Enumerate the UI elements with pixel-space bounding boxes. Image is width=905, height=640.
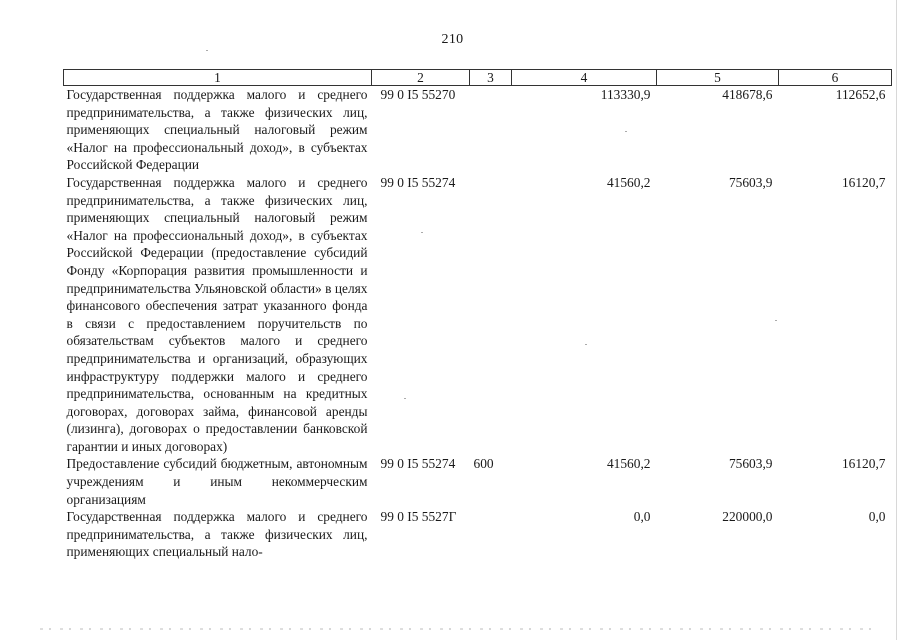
row-value-col6: 16120,7 <box>841 456 886 472</box>
row-value-col4: 113330,9 <box>600 87 651 102</box>
row-expense-type <box>470 508 512 561</box>
row-code: 99 0 I5 55274 <box>380 174 456 190</box>
row-value-col5: 75603,9 <box>728 174 773 190</box>
row-value-col4: 41560,2 <box>606 174 651 190</box>
row-name: Государственная поддержка малого и среднего предпринимательства, а также физических лиц, применяющих специальный нало- <box>66 509 368 560</box>
scan-edge <box>896 0 897 640</box>
row-value-col5: 75603,9 <box>728 456 773 472</box>
row-code: 99 0 I5 55274 <box>380 456 456 472</box>
row-code: 99 0 I5 55270 <box>380 87 456 102</box>
row-value-col5: 418678,6 <box>722 87 773 102</box>
table-row <box>64 86 892 174</box>
row-expense-type <box>470 86 512 174</box>
row-code: 99 0 I5 5527Г <box>380 509 457 525</box>
scan-speck <box>206 50 208 51</box>
budget-table <box>63 69 892 561</box>
table-row <box>64 174 892 456</box>
column-header-2: 2 <box>372 70 470 86</box>
row-expense-type <box>470 174 512 456</box>
row-name: Государственная поддержка малого и среднего предпринимательства, а также физических лиц, применяющих специальный налоговый режим «Налог на профессиональный доход», в субъектах Российской Федерации (предоставление субсидий Фонду «Корпорация развития промышленности и предпринимательства Ульяновской области» в целях финансового обеспечения затрат указанного фонда в связи с предоставлением поручительств по обязательствам субъектов малого и среднего предпринимательства и организаций, образующих инфраструктуру поддержки малого и среднего предпринимательства, основанным на кредитных договорах, договорах займа, финансовой аренды (лизинга), договорах о предоставлении банковской гарантии и иных договорах) <box>66 174 368 454</box>
row-value-col6: 16120,7 <box>841 174 886 190</box>
row-value-col6: 0,0 <box>868 509 886 525</box>
row-value-col6: 112652,6 <box>835 87 886 102</box>
row-value-col4: 41560,2 <box>606 456 651 472</box>
column-header-1: 1 <box>64 70 372 86</box>
row-expense-type: 600 <box>473 456 494 472</box>
table-header-row <box>64 70 892 86</box>
column-header-5: 5 <box>657 70 779 86</box>
column-header-3: 3 <box>470 70 512 86</box>
page-number: 210 <box>441 32 464 47</box>
scan-noise <box>40 628 880 630</box>
column-header-4: 4 <box>512 70 657 86</box>
row-name: Государственная поддержка малого и среднего предпринимательства, а также физических лиц, применяющих специальный налоговый режим «Налог на профессиональный доход», в субъектах Российской Федерации <box>66 87 368 173</box>
row-name: Предоставление субсидий бюджетным, автономным учреждениям и иным некоммерческим организациям <box>66 456 368 507</box>
column-header-6: 6 <box>779 70 892 86</box>
table-row <box>64 455 892 508</box>
row-value-col4: 0,0 <box>633 509 651 525</box>
row-value-col5: 220000,0 <box>722 509 773 525</box>
table-row <box>64 508 892 561</box>
